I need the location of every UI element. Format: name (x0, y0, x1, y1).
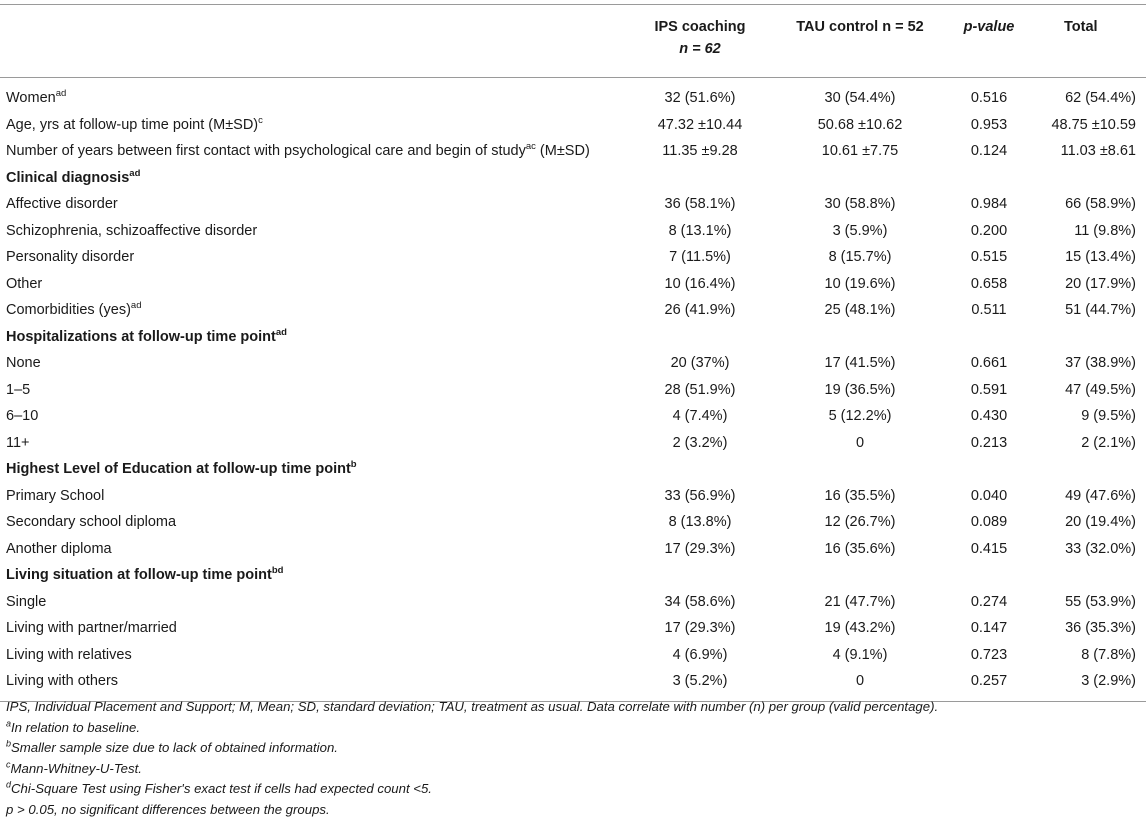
p-value (946, 562, 1032, 589)
row-label (0, 483, 626, 510)
tau-value (774, 456, 946, 483)
table-row (0, 615, 1146, 642)
total-value: 9 (9.5%) (1081, 408, 1136, 425)
footnote-text: Mann-Whitney-U-Test. (10, 760, 142, 776)
row-label-text: Personality disorder (6, 249, 135, 266)
p-value: 0.430 (970, 408, 1008, 425)
total-value: 20 (19.4%) (1065, 514, 1136, 531)
section-title (0, 324, 626, 351)
tau-value (774, 165, 946, 192)
row-label-suffix: (M±SD) (535, 143, 590, 160)
header-tau-control: TAU control n = 52 (796, 19, 924, 35)
tau-value: 16 (35.6%) (824, 540, 896, 557)
tau-value: 16 (35.5%) (824, 487, 896, 504)
ips-value: 34 (58.6%) (664, 593, 736, 610)
footnote-marker: b (6, 738, 12, 749)
row-label-superscript: ad (130, 300, 142, 312)
row-label-text: Women (6, 90, 56, 107)
row-label (0, 377, 626, 404)
row-label (0, 78, 626, 112)
p-value: 0.089 (970, 514, 1008, 531)
tau-value (774, 324, 946, 351)
p-value (946, 456, 1032, 483)
row-label-superscript: ad (275, 326, 287, 338)
row-label-text: Comorbidities (yes) (6, 302, 131, 319)
footnote-text: Chi-Square Test using Fisher's exact test if cells had expected count <5. (11, 781, 432, 797)
total-value: 48.75 ±10.59 (1051, 116, 1136, 133)
row-label (0, 191, 626, 218)
total-value: 37 (38.9%) (1065, 355, 1136, 372)
table-footnotes (6, 697, 1136, 821)
total-value: 33 (32.0%) (1065, 540, 1136, 557)
ips-value: 11.35 ±9.28 (662, 143, 738, 160)
row-label-superscript: bd (271, 565, 284, 577)
section-header-row (0, 456, 1146, 483)
p-value: 0.591 (970, 381, 1008, 398)
row-label-text: Number of years between first contact with psychological care and begin of study (6, 143, 526, 160)
tau-value: 21 (47.7%) (824, 593, 896, 610)
ips-value: 4 (6.9%) (672, 646, 728, 663)
tau-value: 0 (855, 434, 865, 451)
row-label-superscript: b (350, 459, 357, 471)
row-label (0, 509, 626, 536)
tau-value: 3 (5.9%) (832, 222, 888, 239)
tau-value: 19 (43.2%) (824, 620, 896, 637)
total-value (1032, 324, 1146, 351)
row-label-superscript: ac (525, 141, 536, 153)
tau-value: 50.68 ±10.62 (817, 116, 903, 133)
total-value: 3 (2.9%) (1081, 673, 1136, 690)
total-value: 49 (47.6%) (1065, 487, 1136, 504)
section-header-row (0, 165, 1146, 192)
p-value: 0.515 (970, 249, 1008, 266)
ips-value (626, 562, 774, 589)
ips-value: 17 (29.3%) (664, 620, 736, 637)
tau-value: 0 (855, 673, 865, 690)
row-label (0, 403, 626, 430)
total-value: 62 (54.4%) (1065, 90, 1136, 107)
table-row (0, 297, 1146, 324)
tau-value: 25 (48.1%) (824, 302, 896, 319)
total-value (1032, 165, 1146, 192)
total-value: 11 (9.8%) (1074, 222, 1136, 239)
row-label (0, 430, 626, 457)
row-label-text: 11+ (6, 434, 30, 451)
total-value (1032, 456, 1146, 483)
ips-value: 47.32 ±10.44 (657, 116, 743, 133)
p-value: 0.040 (970, 487, 1008, 504)
tau-value: 30 (54.4%) (824, 90, 896, 107)
p-value: 0.984 (970, 196, 1008, 213)
p-value: 0.658 (970, 275, 1008, 292)
table-row (0, 536, 1146, 563)
section-title (0, 562, 626, 589)
footnote-text: Smaller sample size due to lack of obtained information. (11, 740, 338, 756)
table-row (0, 191, 1146, 218)
p-value: 0.213 (970, 434, 1008, 451)
p-value: 0.274 (970, 593, 1008, 610)
row-label-text: Highest Level of Education at follow-up time point (6, 461, 351, 478)
p-value: 0.953 (970, 116, 1008, 133)
footnote (6, 718, 1136, 739)
ips-value: 20 (37%) (670, 355, 730, 372)
section-title (0, 456, 626, 483)
row-label (0, 642, 626, 669)
tau-value (774, 562, 946, 589)
footnote (6, 759, 1136, 780)
row-label (0, 218, 626, 245)
footnote-text: In relation to baseline. (11, 719, 141, 735)
header-ips-coaching (626, 5, 774, 78)
table-row (0, 589, 1146, 616)
ips-value: 33 (56.9%) (664, 487, 736, 504)
header-ips-line2: n = 62 (679, 41, 721, 57)
header-total: Total (1064, 19, 1098, 35)
ips-value: 28 (51.9%) (664, 381, 736, 398)
ips-value: 10 (16.4%) (664, 275, 736, 292)
table-row (0, 271, 1146, 298)
row-label-text: Affective disorder (6, 196, 118, 213)
ips-value: 3 (5.2%) (672, 673, 728, 690)
footnote (6, 697, 1136, 718)
row-label (0, 297, 626, 324)
tau-value: 10.61 ±7.75 (821, 143, 899, 160)
p-value: 0.661 (970, 355, 1008, 372)
ips-value: 26 (41.9%) (664, 302, 736, 319)
tau-value: 12 (26.7%) (824, 514, 896, 531)
table-row (0, 483, 1146, 510)
table-row (0, 138, 1146, 165)
tau-value: 19 (36.5%) (824, 381, 896, 398)
footnote-text: p > 0.05, no significant differences between the groups. (6, 801, 330, 817)
ips-value: 4 (7.4%) (672, 408, 728, 425)
p-value (946, 165, 1032, 192)
row-label-text: Primary School (6, 487, 105, 504)
row-label-superscript: ad (129, 167, 141, 179)
footnote-text: IPS, Individual Placement and Support; M, Mean; SD, standard deviation; TAU, treatment as usual. Data correlate with number (n) per group (valid percentage). (6, 699, 939, 714)
header-p-value: p-value (963, 19, 1015, 35)
ips-value (626, 165, 774, 192)
p-value: 0.124 (970, 143, 1008, 160)
p-value: 0.415 (970, 540, 1008, 557)
row-label-text: 6–10 (6, 408, 39, 425)
row-label-text: Living with relatives (6, 646, 132, 663)
total-value (1032, 562, 1146, 589)
footnote-marker: a (6, 718, 12, 729)
total-value: 51 (44.7%) (1065, 302, 1136, 319)
section-header-row (0, 324, 1146, 351)
footnote (6, 800, 1136, 821)
row-label-text: Clinical diagnosis (6, 169, 130, 186)
footnote (6, 779, 1136, 800)
total-value: 36 (35.3%) (1065, 620, 1136, 637)
p-value: 0.257 (970, 673, 1008, 690)
table-row (0, 78, 1146, 112)
row-label-text: Secondary school diploma (6, 514, 177, 531)
table-row (0, 244, 1146, 271)
header-row (0, 5, 1146, 78)
tau-value: 17 (41.5%) (824, 355, 896, 372)
footnote-marker: d (6, 779, 12, 790)
row-label-superscript: ad (55, 88, 67, 100)
row-label (0, 615, 626, 642)
row-label-text: Schizophrenia, schizoaffective disorder (6, 222, 258, 239)
ips-value (626, 324, 774, 351)
row-label-text: Living with partner/married (6, 620, 177, 637)
ips-value (626, 456, 774, 483)
row-label-text: Other (6, 275, 43, 292)
ips-value: 36 (58.1%) (664, 196, 736, 213)
row-label (0, 112, 626, 139)
ips-value: 8 (13.1%) (668, 222, 732, 239)
row-label-superscript: c (258, 114, 263, 126)
section-title (0, 165, 626, 192)
tau-value: 10 (19.6%) (824, 275, 896, 292)
p-value: 0.516 (970, 90, 1008, 107)
ips-value: 2 (3.2%) (672, 434, 728, 451)
table-body (0, 78, 1146, 702)
total-value: 55 (53.9%) (1065, 593, 1136, 610)
header-label-column (0, 5, 626, 78)
total-value: 47 (49.5%) (1065, 381, 1136, 398)
total-value: 11.03 ±8.61 (1060, 143, 1136, 160)
total-value: 2 (2.1%) (1081, 434, 1136, 451)
demographics-table (0, 4, 1146, 702)
p-value: 0.200 (970, 222, 1008, 239)
tau-value: 4 (9.1%) (832, 646, 888, 663)
table-row (0, 218, 1146, 245)
header-ips-line1: IPS coaching (654, 19, 746, 35)
row-label-text: 1–5 (6, 381, 31, 398)
total-value: 66 (58.9%) (1065, 196, 1136, 213)
ips-value: 17 (29.3%) (664, 540, 736, 557)
table-row (0, 377, 1146, 404)
table-row (0, 509, 1146, 536)
row-label-text: Another diploma (6, 540, 112, 557)
row-label (0, 244, 626, 271)
total-value: 8 (7.8%) (1081, 646, 1136, 663)
footnote (6, 738, 1136, 759)
row-label-text: Age, yrs at follow-up time point (M±SD) (6, 116, 259, 133)
tau-value: 5 (12.2%) (828, 408, 892, 425)
total-value: 15 (13.4%) (1065, 249, 1136, 266)
p-value (946, 324, 1032, 351)
row-label-text: None (6, 355, 41, 372)
ips-value: 7 (11.5%) (669, 249, 731, 266)
row-label (0, 350, 626, 377)
p-value: 0.147 (970, 620, 1008, 637)
table-header (0, 5, 1146, 78)
total-value: 20 (17.9%) (1065, 275, 1136, 292)
tau-value: 30 (58.8%) (824, 196, 896, 213)
row-label (0, 536, 626, 563)
row-label-text: Living situation at follow-up time point (6, 567, 272, 584)
row-label-text: Single (6, 593, 47, 610)
row-label-text: Living with others (6, 673, 119, 690)
row-label (0, 138, 626, 165)
table-row (0, 403, 1146, 430)
footnote-marker: c (6, 759, 11, 770)
table-row (0, 430, 1146, 457)
table-row (0, 350, 1146, 377)
table-row (0, 642, 1146, 669)
p-value: 0.723 (970, 646, 1008, 663)
p-value: 0.511 (971, 302, 1007, 319)
row-label (0, 589, 626, 616)
table-row (0, 112, 1146, 139)
ips-value: 32 (51.6%) (664, 90, 736, 107)
row-label-text: Hospitalizations at follow-up time point (6, 328, 276, 345)
section-header-row (0, 562, 1146, 589)
row-label (0, 271, 626, 298)
tau-value: 8 (15.7%) (828, 249, 892, 266)
ips-value: 8 (13.8%) (668, 514, 732, 531)
